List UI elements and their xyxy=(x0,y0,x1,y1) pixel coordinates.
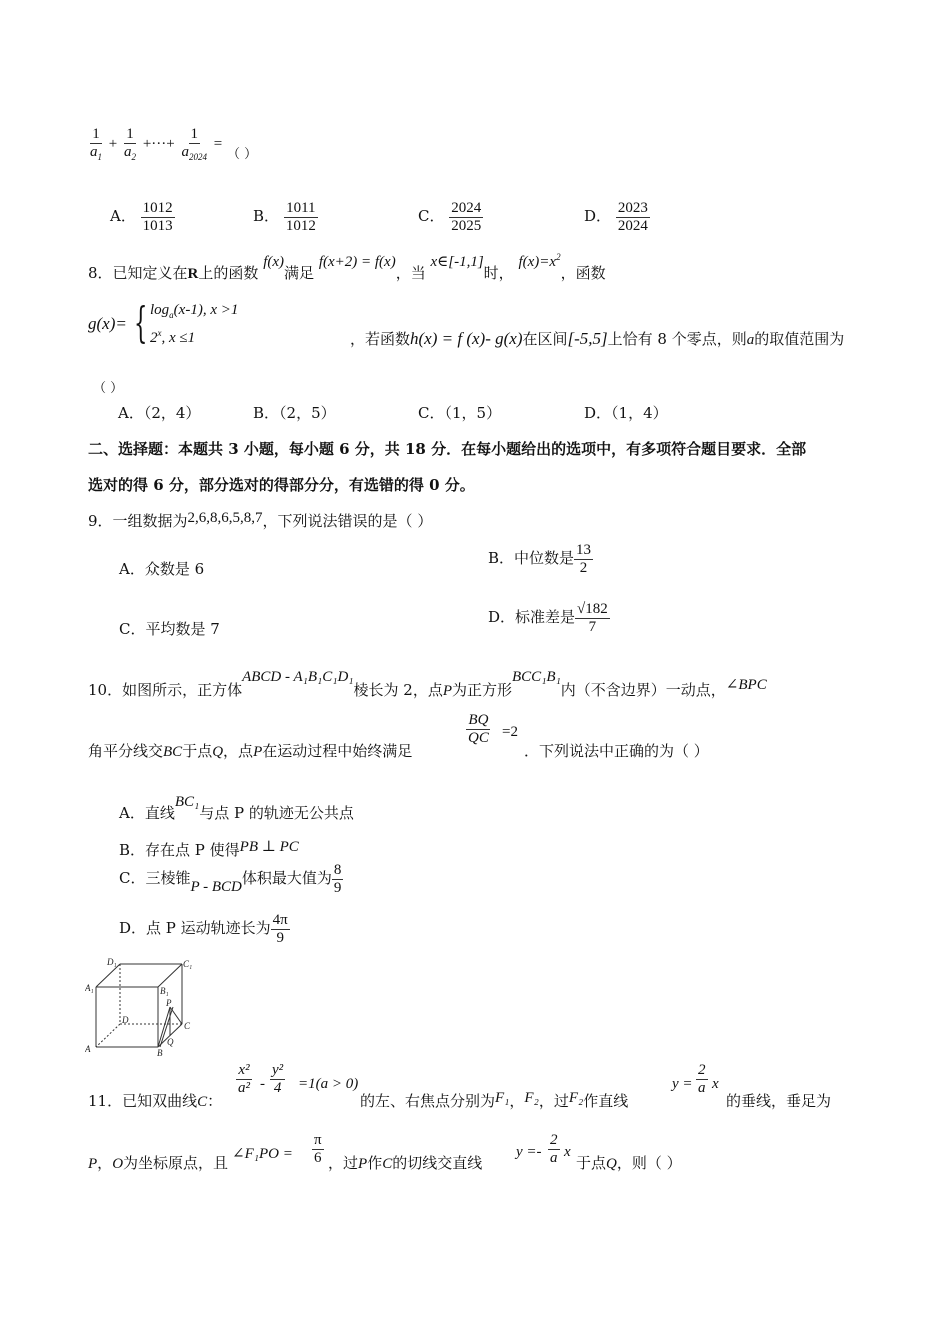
fraction: $\frac{1}{a_{2024}}$ xyxy=(181,126,207,162)
svg-text:Q: Q xyxy=(167,1037,174,1047)
q10-option-c: C．三棱锥P - BCD体积最大值为 $\frac{8}{9}$ xyxy=(119,862,342,896)
q8-answer-paren: （ ） xyxy=(93,381,124,396)
q7-expression: $\frac{1}{a_1}$ + $\frac{1}{a_2}$ +···+ $\frac{1}{a_{2024}}$ = （ ） xyxy=(90,126,258,163)
cube-diagram-icon xyxy=(85,957,195,1057)
q9-option-a: A．众数是 6 xyxy=(119,560,205,578)
svg-text:B₁: B₁ xyxy=(160,986,169,996)
q10-option-d: D．点 P 运动轨迹长为 $\frac{4\pi}{9}$ xyxy=(119,912,288,946)
svg-text:P: P xyxy=(166,998,172,1008)
q8-option-b: B．（2，5） xyxy=(253,404,336,422)
q9-stem: 9．一组数据为2,6,8,6,5,8,7，下列说法错误的是（ ） xyxy=(88,510,433,530)
q8-option-a: A．（2，4） xyxy=(118,404,201,422)
svg-text:D: D xyxy=(122,1015,129,1025)
fraction: $\frac{1}{a_2}$ xyxy=(124,126,137,162)
q10-option-a: A．直线BC₁与点 P 的轨迹无公共点 xyxy=(119,794,354,822)
q8-stem-line1: 8．已知定义在R上的函数 f(x)满足 f(x+2) = f(x)，当 x∈[-1,1]时， $f(x)=x^2$，函数 xyxy=(88,252,606,282)
q9-option-b: B．中位数是 $\frac{13}{2}$ xyxy=(488,542,592,576)
q7-option-b: B． $\frac{1011}{1012}$ xyxy=(253,200,316,234)
q10-option-b: B．存在点 P 使得PB ⊥ PC xyxy=(119,839,299,859)
svg-text:C₁: C₁ xyxy=(183,959,193,969)
q10-stem-line1: 10．如图所示，正方体ABCD - A₁B₁C₁D₁棱长为 2，点P为正方形BCC₁B₁内（不含边界）一动点，∠BPC xyxy=(88,669,767,699)
section-heading-line2: 选对的得 6 分，部分选对的得部分分，有选错的得 0 分。 xyxy=(88,476,475,494)
answer-paren: （ ） xyxy=(227,147,258,163)
fraction: $\frac{1}{a_1}$ xyxy=(90,126,102,162)
svg-text:A₁: A₁ xyxy=(85,983,94,993)
q7-option-d: D． $\frac{2023}{2024}$ xyxy=(584,200,648,234)
svg-text:C: C xyxy=(184,1021,191,1031)
q7-option-a: A． $\frac{1012}{1013}$ xyxy=(110,200,173,234)
q7-option-c: C． $\frac{2024}{2025}$ xyxy=(418,200,482,234)
brace: { xyxy=(134,298,148,347)
q9-option-d: D．标准差是 $\frac{√182}{7}$ xyxy=(488,601,608,635)
q8-option-d: D．（1，4） xyxy=(584,404,668,422)
cube-figure xyxy=(85,957,195,1057)
section-heading-line1: 二、选择题：本题共 3 小题，每小题 6 分，共 18 分．在每小题给出的选项中，有多项符合题目要求．全部 xyxy=(88,440,807,458)
svg-text:A: A xyxy=(85,1044,91,1054)
svg-text:B: B xyxy=(157,1048,163,1057)
svg-text:D₁: D₁ xyxy=(107,957,117,967)
q9-option-c: C．平均数是 7 xyxy=(119,620,220,638)
q8-option-c: C．（1，5） xyxy=(418,404,502,422)
